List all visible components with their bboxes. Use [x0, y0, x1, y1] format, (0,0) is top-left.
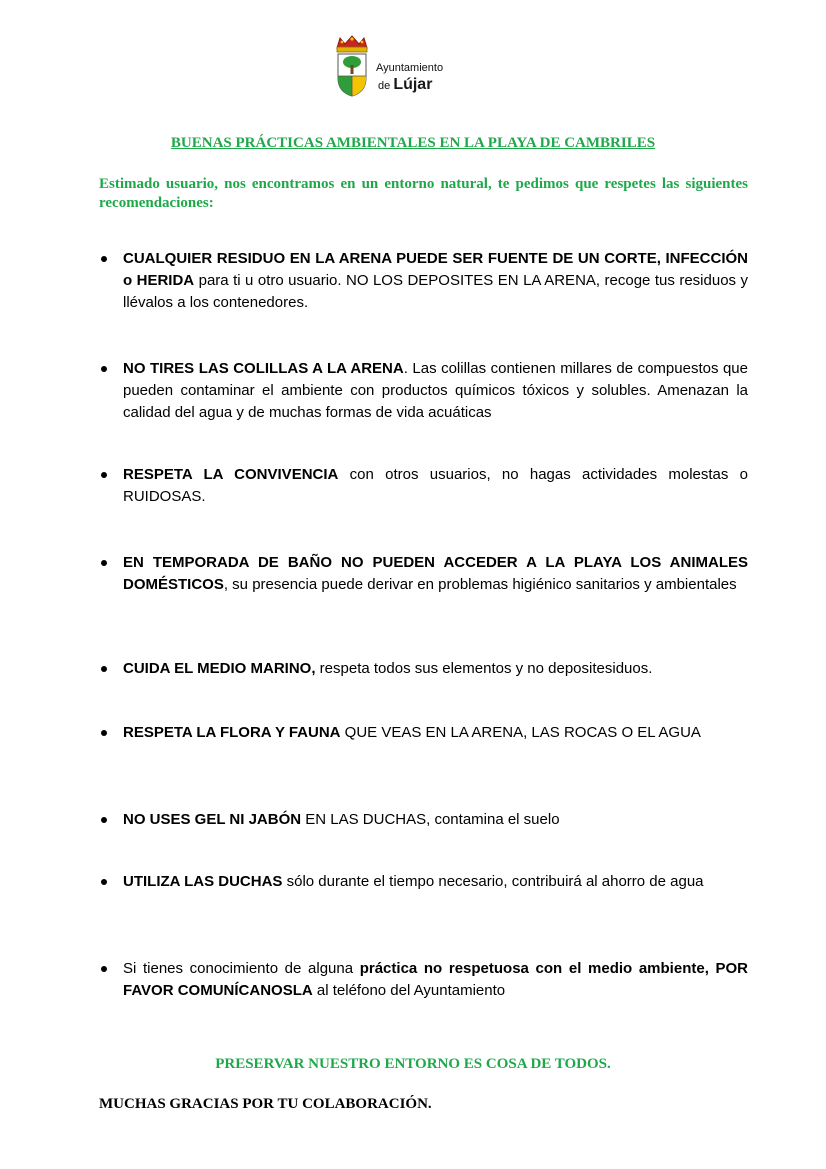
logo-line2-prefix: de	[378, 80, 391, 92]
recommendation-item: NO USES GEL NI JABÓN EN LAS DUCHAS, contamina el suelo	[123, 811, 560, 828]
intro-paragraph: Estimado usuario, nos encontramos en un entorno natural, te pedimos que respetes las siguientes recomendaciones:	[99, 176, 748, 211]
bullet-icon	[99, 552, 109, 574]
bullet-icon	[99, 658, 109, 680]
logo-line2-name: Lújar	[393, 76, 433, 93]
recommendation-item: NO TIRES LAS COLILLAS A LA ARENA. Las colillas contienen millares de compuestos que pueden contaminar el ambiente con productos químicos tóxicos y solubles. Amenazan la calidad del agua y de muchas formas de vida acuáticas	[123, 360, 748, 421]
bullet-icon	[99, 464, 109, 486]
page-title: BUENAS PRÁCTICAS AMBIENTALES EN LA PLAYA DE CAMBRILES	[170, 135, 656, 151]
bullet-icon	[99, 722, 109, 744]
bullet-icon	[99, 248, 109, 270]
coat-of-arms-icon	[332, 34, 372, 98]
bullet-icon	[99, 358, 109, 380]
recommendation-item: RESPETA LA FLORA Y FAUNA QUE VEAS EN LA ARENA, LAS ROCAS O EL AGUA	[123, 724, 701, 741]
recommendation-item: CUALQUIER RESIDUO EN LA ARENA PUEDE SER FUENTE DE UN CORTE, INFECCIÓN o HERIDA para ti u otro usuario. NO LOS DEPOSITES EN LA ARENA, recoge tus residuos y llévalos a los contenedores.	[123, 250, 748, 311]
recommendation-item: UTILIZA LAS DUCHAS sólo durante el tiempo necesario, contribuirá al ahorro de agua	[123, 873, 704, 890]
municipal-logo	[332, 34, 462, 98]
recommendation-item: EN TEMPORADA DE BAÑO NO PUEDEN ACCEDER A LA PLAYA LOS ANIMALES DOMÉSTICOS, su presencia puede derivar en problemas higiénico sanitarios y ambientales	[123, 554, 748, 593]
recommendation-item: RESPETA LA CONVIVENCIA con otros usuarios, no hagas actividades molestas o RUIDOSAS.	[123, 466, 748, 505]
recommendation-item: CUIDA EL MEDIO MARINO, respeta todos sus elementos y no depositesiduos.	[123, 660, 653, 677]
footer-thanks: MUCHAS GRACIAS POR TU COLABORACIÓN.	[99, 1096, 432, 1112]
bullet-icon	[99, 871, 109, 893]
recommendation-item: Si tienes conocimiento de alguna práctica no respetuosa con el medio ambiente, POR FAVOR COMUNÍCANOSLA al teléfono del Ayuntamiento	[123, 960, 749, 999]
bullet-icon	[99, 958, 109, 980]
logo-line2	[378, 76, 432, 94]
bullet-icon	[99, 809, 109, 831]
logo-line1: Ayuntamiento	[376, 62, 444, 74]
footer-slogan: PRESERVAR NUESTRO ENTORNO ES COSA DE TODOS.	[215, 1056, 611, 1072]
